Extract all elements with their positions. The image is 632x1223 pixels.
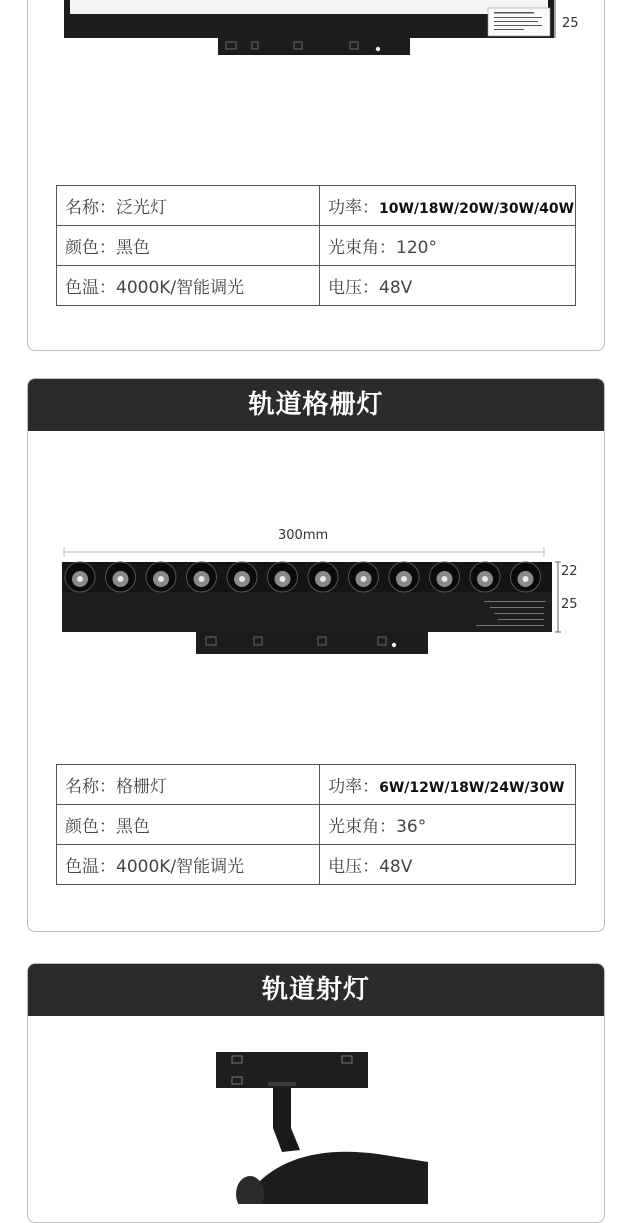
- lens-led: [77, 576, 83, 582]
- spec-color-value: 黑色: [116, 238, 150, 258]
- spec-power-label: 功率：: [328, 198, 379, 218]
- floodlight-image: [28, 0, 605, 80]
- lens-led: [158, 576, 164, 582]
- spec-voltage-label: 电压：: [328, 278, 379, 298]
- floodlight-height-label: 25: [562, 16, 579, 31]
- spec-color-label: 颜色：: [65, 238, 116, 258]
- spec-temp-label: 色温：: [65, 857, 116, 877]
- lens-led: [280, 576, 286, 582]
- card-title: 轨道格栅灯: [28, 379, 604, 431]
- spec-beam-cell: [320, 805, 576, 845]
- table-row: [57, 805, 576, 845]
- spec-color-cell: [57, 805, 320, 845]
- table-row: [57, 765, 576, 805]
- grille-light-image: [28, 544, 605, 659]
- lens-led: [118, 576, 124, 582]
- spec-beam-value: 36°: [396, 817, 427, 837]
- spec-beam-cell: [320, 226, 576, 266]
- lens-led: [482, 576, 488, 582]
- lens-led: [199, 576, 205, 582]
- lens-led: [239, 576, 245, 582]
- spec-temp-value: 4000K/智能调光: [116, 857, 245, 877]
- grille-top-label: 22: [561, 564, 578, 579]
- spec-beam-label: 光束角：: [328, 238, 396, 258]
- spec-beam-value: 120°: [396, 238, 437, 258]
- table-row: [57, 845, 576, 885]
- lens-led: [401, 576, 407, 582]
- spec-color-cell: [57, 226, 320, 266]
- spec-voltage-value: 48V: [379, 857, 413, 877]
- spec-name-value: 泛光灯: [116, 198, 167, 218]
- spec-voltage-label: 电压：: [328, 857, 380, 877]
- spec-power-cell: [320, 765, 576, 805]
- spec-power-label: 功率：: [328, 777, 380, 797]
- table-row: [57, 266, 576, 306]
- spec-name-cell: [57, 186, 320, 226]
- product-card-floodlight: [27, 0, 605, 351]
- product-card-spotlight: [27, 963, 605, 1223]
- spec-voltage-value: 48V: [379, 278, 413, 298]
- spec-color-value: 黑色: [116, 817, 150, 837]
- spec-color-label: 颜色：: [65, 817, 116, 837]
- spec-name-value: 格栅灯: [116, 777, 167, 797]
- lens-led: [320, 576, 326, 582]
- spec-temp-value: 4000K/智能调光: [116, 278, 245, 298]
- lens-led: [361, 576, 367, 582]
- lens-led: [442, 576, 448, 582]
- spec-temp-cell: [57, 266, 320, 306]
- card-title: 轨道射灯: [28, 964, 604, 1016]
- grille-length-label: 300mm: [278, 528, 329, 543]
- spec-voltage-cell: [320, 845, 576, 885]
- spec-beam-label: 光束角：: [328, 817, 397, 837]
- spec-power-cell: [320, 186, 576, 226]
- spec-temp-label: 色温：: [65, 278, 116, 298]
- spec-name-label: 名称：: [65, 777, 116, 797]
- grille-spec-table: [56, 764, 576, 885]
- spec-power-value: 6W/12W/18W/24W/30W: [379, 780, 565, 796]
- spec-name-label: 名称：: [65, 198, 116, 218]
- spec-name-cell: [57, 765, 320, 805]
- table-row: [57, 186, 576, 226]
- spec-voltage-cell: [320, 266, 576, 306]
- product-card-grille-light: [27, 378, 605, 932]
- spotlight-image: [28, 1044, 605, 1204]
- spec-temp-cell: [57, 845, 320, 885]
- grille-height-label: 25: [561, 597, 578, 612]
- table-row: [57, 226, 576, 266]
- floodlight-spec-table: [56, 185, 576, 306]
- spec-power-value: 10W/18W/20W/30W/40W: [379, 201, 575, 217]
- lens-led: [523, 576, 529, 582]
